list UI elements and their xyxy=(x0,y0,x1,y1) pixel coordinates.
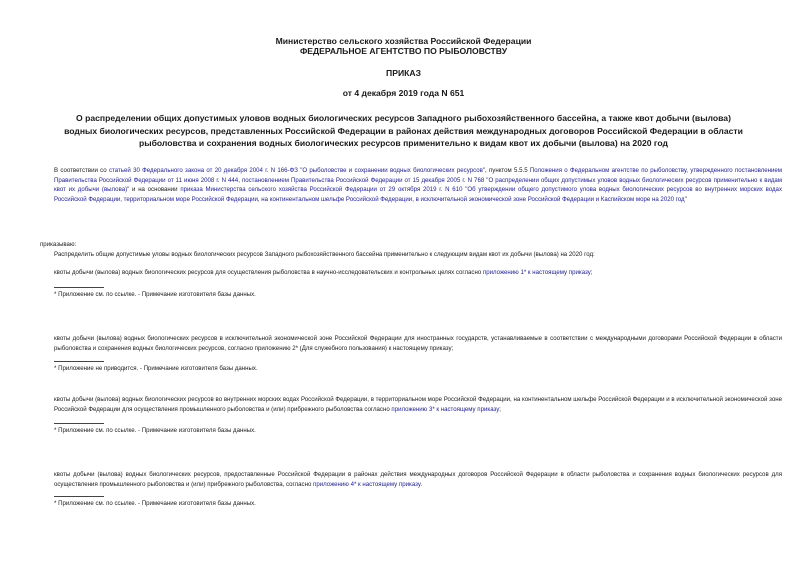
quota-item-3 xyxy=(40,395,782,414)
footnote-divider xyxy=(54,287,104,288)
quota-item-1-end: ; xyxy=(590,269,593,276)
distribution-paragraph: Распределить общие допустимые уловы водных биологических ресурсов Западного рыбохозяйственного бассейна применительно к следующим видам квот их добычи (вылова) на 2020 год: xyxy=(54,251,595,258)
quota-item-2: квоты добычи (вылова) водных биологических ресурсов в исключительной экономической зоне Российской Федерации для иностранных государств, устанавливаемые в соответствии с международными договорами Российской Федерации в области рыболовства и сохранения водных биологических ресурсов, согласно приложению 2* (Для служебного пользования) к настоящему приказу; xyxy=(54,335,782,352)
agency-name: ФЕДЕРАЛЬНОЕ АГЕНТСТВО ПО РЫБОЛОВСТВУ xyxy=(299,46,508,56)
link-order-610[interactable]: приказа Министерства сельского хозяйства Российской Федерации от 29 октября 2019 г. N 610 "Об утверждении общего допустимого улова водных биологических ресурсов во внутренних морских водах Российской Федерации, территориальном море Российской Федерации, на континентальном шельфе Российской Федерации, в исключительной экономической зоне Российской Федерации и Каспийском море на 2020 год" xyxy=(54,186,782,203)
quota-item-4-end: . xyxy=(420,480,423,488)
footnote-1: * Приложение см. по ссылке. - Примечание изготовителя базы данных. xyxy=(54,291,256,298)
link-regulation-444[interactable]: Положения о Федеральном агентстве по рыболовству, утвержденного постановлением Правительства Российской Федерации от 11 июня 2008 г. N 444 xyxy=(54,167,782,184)
orders-word: приказываю: xyxy=(40,241,77,248)
quota-item-1-text: квоты добычи (вылова) водных биологических ресурсов для осуществления рыболовства в научно-исследовательских и контрольных целях согласно xyxy=(54,269,483,276)
footnote-4: * Приложение см. по ссылке. - Примечание изготовителя базы данных. xyxy=(54,500,256,507)
preamble-text-2: , пунктом 5.5.5 xyxy=(484,167,530,174)
quota-item-3-text: квоты добычи (вылова) водных биологических ресурсов во внутренних морских водах Российской Федерации, в территориальном море Российской Федерации, на континентальном шельфе Российской Федерации и в исключительной экономической зоне Российской Федерации для осуществления промышленного рыболовства и (или) прибрежного рыболовства согласно xyxy=(54,396,782,413)
link-resolution-768[interactable]: постановлением Правительства Российской Федерации от 15 декабря 2005 г. N 768 "О распределении общих допустимых уловов водных биологических ресурсов применительно к видам квот их добычи (вылова)" xyxy=(54,176,782,194)
quota-item-4 xyxy=(40,470,782,489)
quota-item-1 xyxy=(54,268,593,278)
preamble-paragraph xyxy=(40,166,782,204)
link-appendix-4[interactable]: приложению 4* к настоящему приказу xyxy=(313,480,421,488)
preamble-text-1: В соответствии со xyxy=(54,167,109,174)
footnote-divider xyxy=(54,496,104,497)
footnote-divider xyxy=(54,423,104,424)
document-title: О распределении общих допустимых уловов водных биологических ресурсов Западного рыбохозяйственного бассейна, а также квот добычи (вылова) водных биологических ресурсов, представленных Российской Федерации в районах действия международных договоров Российской Федерации в области рыболовства и сохранения водных биологических ресурсов применительно к видам квот их добычи (вылова) на 2020 год xyxy=(64,113,743,148)
preamble-text-3: , xyxy=(238,176,242,184)
preamble-text-4: и на основании xyxy=(129,186,181,194)
quota-item-4-text: квоты добычи (вылова) водных биологических ресурсов, предоставленные Российской Федерации в районах действия международных договоров Российской Федерации в области рыболовства и сохранения водных биологических ресурсов для осуществления промышленного рыболовства и (или) прибрежного рыболовства, согласно xyxy=(54,471,782,488)
footnote-2: * Приложение не приводится. - Примечание изготовителя базы данных. xyxy=(54,365,258,372)
footnote-divider xyxy=(54,361,104,362)
link-appendix-1[interactable]: приложению 1* к настоящему приказу xyxy=(482,269,591,276)
footnote-3: * Приложение см. по ссылке. - Примечание изготовителя базы данных. xyxy=(54,427,256,434)
quota-item-3-end: ; xyxy=(499,405,501,413)
link-federal-law-166[interactable]: статьей 30 Федерального закона от 20 декабря 2004 г. N 166-ФЗ "О рыболовстве и сохранении водных биологических ресурсов" xyxy=(108,167,485,174)
ministry-name: Министерство сельского хозяйства Российской Федерации xyxy=(275,36,532,46)
document-type: ПРИКАЗ xyxy=(386,68,421,78)
link-appendix-3[interactable]: приложению 3* к настоящему приказу xyxy=(391,405,500,413)
document-date-number: от 4 декабря 2019 года N 651 xyxy=(342,88,465,98)
